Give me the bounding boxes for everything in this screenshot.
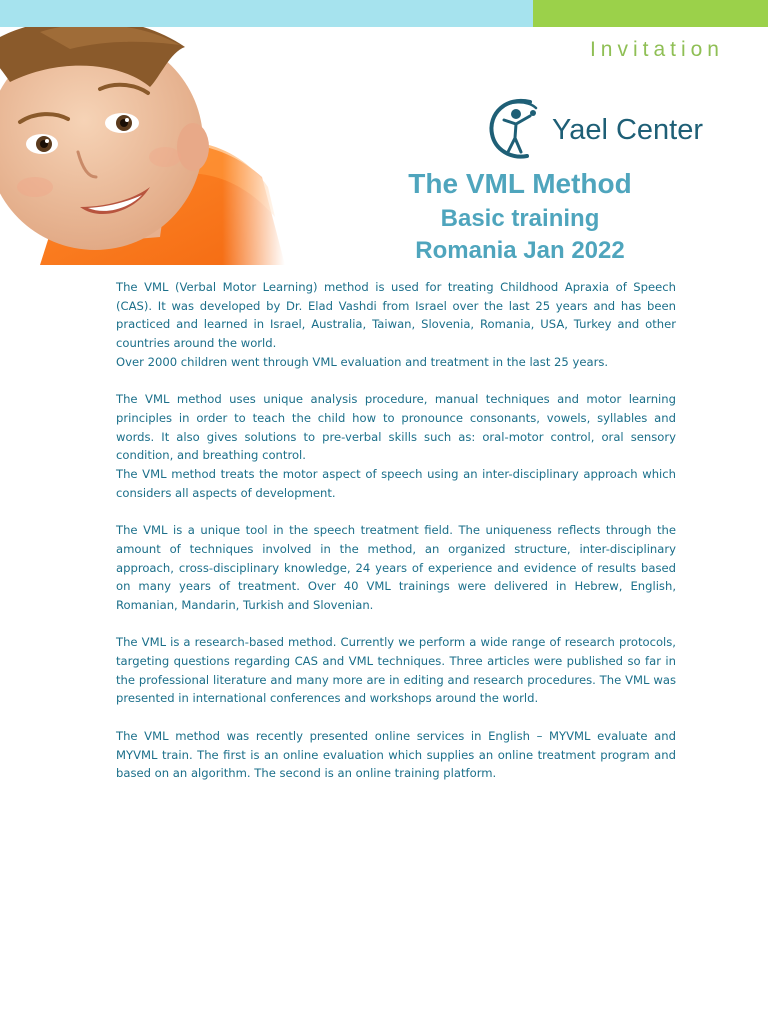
paragraph-line: The VML method treats the motor aspect of speech using an inter-disciplinary approach which considers all aspects of development. <box>116 467 676 500</box>
paragraph-line: The VML is a unique tool in the speech treatment field. The uniqueness reflects through the amount of techniques involved in the method, an organized structure, inter-disciplinary approach, cross-disciplinary knowledge, 24 years of experience and evidence of results based on many years of treatment. Over 40 VML trainings were delivered in Hebrew, English, Romanian, Mandarin, Turkish and Slovenian. <box>116 523 676 612</box>
paragraph-line: The VML is a research-based method. Currently we perform a wide range of research protocols, targeting questions regarding CAS and VML techniques. Three articles were published so far in the professional literature and many more are in editing and research procedures. The VML was presented in international conferences and workshops around the world. <box>116 635 676 706</box>
location-date: Romania Jan 2022 <box>415 237 625 264</box>
paragraph-line: Over 2000 children went through VML evaluation and treatment in the last 25 years. <box>116 354 609 369</box>
paragraph-line: The VML method uses unique analysis procedure, manual techniques and motor learning principles in order to teach the child how to pronounce consonants, vowels, syllables and words. It also gives solutions to pre-verbal skills such as: oral-motor control, oral sensory condition, and breathing control. <box>116 392 676 463</box>
page-subtitle: Basic training <box>440 205 600 232</box>
yael-center-logo-icon <box>486 96 550 162</box>
paragraph <box>116 633 676 708</box>
body-text <box>116 278 676 783</box>
child-photo <box>0 27 285 265</box>
invitation-label: Invitation <box>589 38 724 61</box>
yael-center-logo <box>486 96 716 162</box>
paragraph <box>116 390 676 502</box>
logo-text: Yael Center <box>552 114 703 146</box>
header-bar-cyan <box>0 0 533 27</box>
paragraph <box>116 278 676 372</box>
page-title: The VML Method <box>408 168 632 199</box>
paragraph-line: The VML (Verbal Motor Learning) method is used for treating Childhood Apraxia of Speech (CAS). It was developed by Dr. Elad Vashdi from Israel over the last 25 years and has been practiced and learned in Israel, Australia, Taiwan, Slovenia, Romania, USA, Turkey and other countries around the world. <box>116 280 676 351</box>
paragraph-line: The VML method was recently presented online services in English – MYVML evaluate and MYVML train. The first is an online evaluation which supplies an online treatment program and based on an algorithm. The second is an online training platform. <box>116 728 676 781</box>
paragraph <box>116 727 676 783</box>
header-bar-green <box>533 0 768 27</box>
paragraph <box>116 521 676 615</box>
